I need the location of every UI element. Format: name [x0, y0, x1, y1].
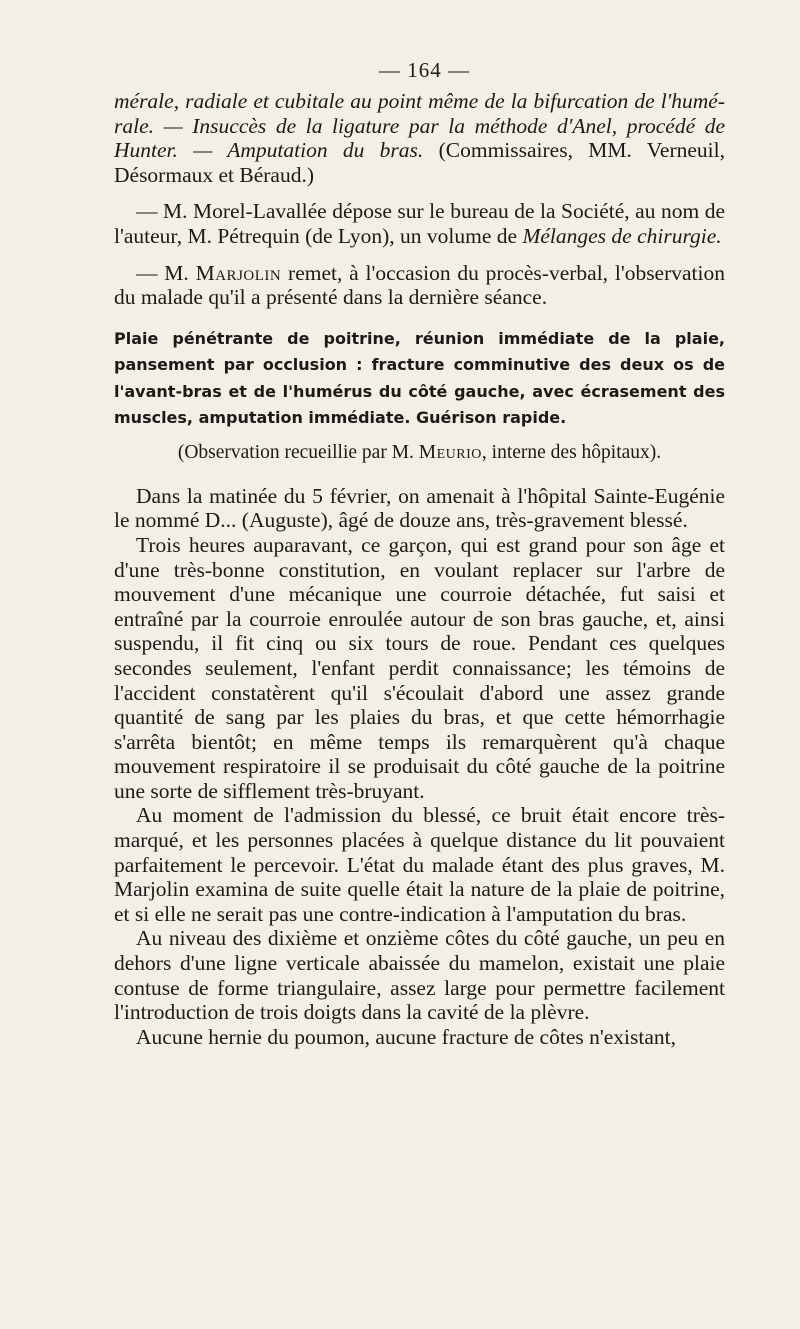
- paragraph-marjolin: [114, 261, 725, 310]
- observation-before: (Observation recueillie par M.: [177, 441, 419, 463]
- italic-subject: mérale, radiale et cubitale au point même de la bifurcation de l'humé-rale. — Insuccès de la ligature par la méthode d'Anel, procédé de Hunter. — Amputation du bras.: [114, 89, 725, 163]
- intern-name: Meurio: [418, 441, 482, 463]
- marjolin-text: remet, à l'occasion du procès-verbal, l'observation du malade qu'il a présenté dans la dernière séance.: [114, 260, 725, 310]
- commissioners-text: (Commissaires, MM. Verneuil, Désormaux et Béraud.): [114, 138, 726, 187]
- observation-credit: [114, 442, 725, 464]
- deposit-text: — M. Morel-Lavallée dépose sur le bureau de la Société, au nom de l'auteur, M. Pétrequin (de Lyon), un volume de: [114, 199, 725, 248]
- body-paragraph: Aucune hernie du poumon, aucune fracture de côtes n'existant,: [136, 1024, 676, 1049]
- body-paragraph: Trois heures auparavant, ce garçon, qui est grand pour son âge et d'une très-bonne constitution, en voulant replacer sur l'arbre de mouvement d'une mécanique une courroie détachée, fut saisi et entraîné par la courroie enroulée autour de son bras gauche, et, ainsi suspendu, il fit cinq ou six tours de roue. Pendant ces quelques secondes seulement, l'enfant perdit connaissance; les témoins de l'accident constatèrent qu'il s'écoulait d'abord une assez grande quantité de sang par les plaies du bras, et que cette hémorrhagie s'arrêta bientôt; en même temps ils remarquèrent qu'à chaque mouvement respiratoire il se produisait du côté gauche de la poitrine une sorte de sifflement très-bruyant.: [114, 532, 725, 803]
- marjolin-lead: — M.: [136, 260, 196, 285]
- page-number: — 164 —: [379, 58, 470, 82]
- marjolin-name: Marjolin: [195, 260, 282, 285]
- paragraph-morel-lavallee: [114, 199, 725, 248]
- body-paragraph: Dans la matinée du 5 février, on amenait à l'hôpital Sainte-Eugénie le nommé D... (Auguste), âgé de douze ans, très-gravement blessé.: [114, 483, 725, 533]
- body-paragraph: Au moment de l'admission du blessé, ce bruit était encore très-marqué, et les personnes placées à quelque distance du lit pouvaient parfaitement le percevoir. L'état du malade étant des plus graves, M. Marjolin examina de suite quelle était la nature de la plaie de poitrine, et si elle ne serait pas une contre-indication à l'amputation du bras.: [114, 803, 725, 926]
- book-title: Mélanges de chirurgie.: [522, 223, 722, 248]
- body-paragraph: Au niveau des dixième et onzième côtes du côté gauche, un peu en dehors d'une ligne verticale abaissée du mamelon, existait une plaie contuse de forme triangulaire, assez large pour permettre facilement l'introduction de trois doigts dans la cavité de la plèvre.: [114, 926, 725, 1025]
- paragraph-commission: [114, 89, 725, 187]
- observation-after: , interne des hôpitaux).: [481, 441, 662, 463]
- section-title: Plaie pénétrante de poitrine, réunion immédiate de la plaie, pansement par occlusion : fracture comminutive des deux os de l'avant-bras et de l'humérus du côté gauche, avec écrasement des muscles, amputation immédiate. Guérison rapide.: [114, 328, 725, 428]
